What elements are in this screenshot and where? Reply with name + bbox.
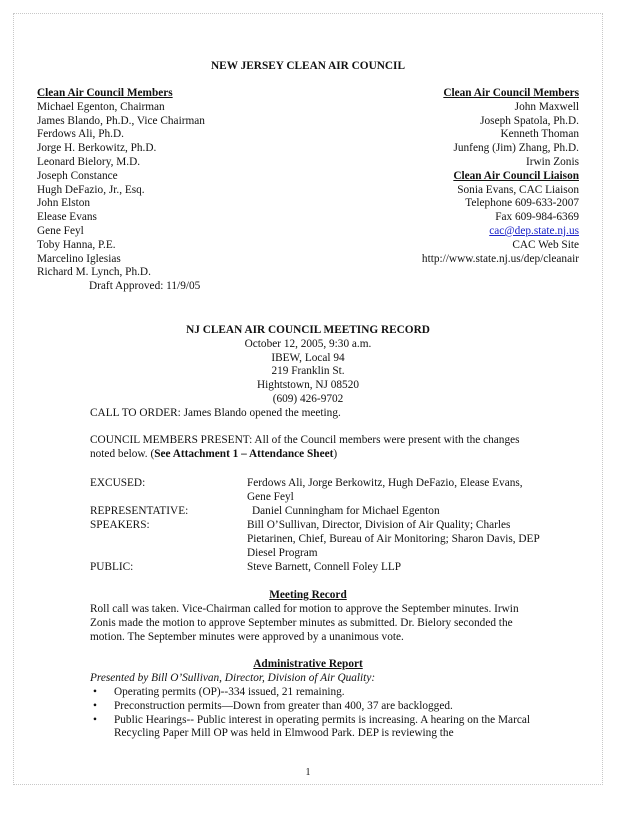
- members-present-close: ): [333, 447, 338, 460]
- call-to-order: CALL TO ORDER: James Blando opened the meeting.: [90, 407, 341, 419]
- document-page: [13, 13, 603, 785]
- member-name: Joseph Constance: [37, 169, 118, 182]
- liaison-header: Clean Air Council Liaison: [453, 169, 579, 182]
- meeting-phone: (609) 426-9702: [272, 392, 344, 405]
- web-site-label: CAC Web Site: [512, 238, 579, 251]
- members-right-header: Clean Air Council Members: [443, 87, 579, 99]
- speakers-label: SPEAKERS:: [90, 519, 150, 531]
- member-name: Joseph Spatola, Ph.D.: [480, 114, 579, 127]
- member-name: Michael Egenton, Chairman: [37, 100, 165, 113]
- member-name: John Elston: [37, 197, 91, 210]
- member-name: James Blando, Ph.D., Vice Chairman: [37, 114, 205, 127]
- speakers-value: Bill O’Sullivan, Director, Division of Air Quality; Charles Pietarinen, Chief, Bureau of Air Monitoring; Sharon Davis, DEP Diesel Program: [247, 519, 540, 559]
- member-name: Toby Hanna, P.E.: [37, 238, 116, 251]
- member-name: Ferdows Ali, Ph.D.: [37, 128, 124, 141]
- meeting-city: Hightstown, NJ 08520: [257, 379, 359, 392]
- liaison-email-link[interactable]: cac@dep.state.nj.us: [489, 224, 579, 237]
- member-name: Leonard Bielory, M.D.: [37, 155, 141, 168]
- list-item: [90, 714, 530, 742]
- list-item-text: Public Hearings-- Public interest in operating permits is increasing. A hearing on the Marcal Recycling Paper Mill OP was held in Elmwood Park. DEP is reviewing the: [114, 713, 530, 740]
- bullet-icon: •: [93, 713, 97, 726]
- member-name: Kenneth Thoman: [500, 128, 579, 141]
- liaison-name: Sonia Evans, CAC Liaison: [457, 183, 579, 196]
- liaison-fax: Fax 609-984-6369: [495, 211, 579, 224]
- meeting-header-block: [14, 324, 602, 407]
- public-label: PUBLIC:: [90, 561, 134, 573]
- members-present: [90, 434, 530, 462]
- member-name: Junfeng (Jim) Zhang, Ph.D.: [453, 142, 579, 155]
- attendance-sheet-reference: See Attachment 1 – Attendance Sheet: [154, 447, 334, 460]
- web-site-url: http://www.state.nj.us/dep/cleanair: [421, 252, 579, 265]
- draft-approved: Draft Approved: 11/9/05: [89, 280, 201, 293]
- representative-value: Daniel Cunningham for Michael Egenton: [252, 505, 440, 517]
- excused-value: Ferdows Ali, Jorge Berkowitz, Hugh DeFazio, Elease Evans, Gene Feyl: [247, 477, 523, 503]
- member-name: John Maxwell: [514, 100, 579, 113]
- member-name: Irwin Zonis: [525, 155, 579, 168]
- member-name: Jorge H. Berkowitz, Ph.D.: [37, 142, 157, 155]
- member-name: Elease Evans: [37, 211, 97, 224]
- list-item: [90, 700, 530, 714]
- bullet-icon: •: [93, 686, 97, 698]
- liaison-telephone: Telephone 609-633-2007: [465, 197, 579, 210]
- member-name: Hugh DeFazio, Jr., Esq.: [37, 183, 145, 196]
- meeting-street: 219 Franklin St.: [271, 365, 345, 378]
- list-item: [90, 686, 530, 700]
- page-number: 1: [305, 767, 311, 778]
- meeting-record-text: Roll call was taken. Vice-Chairman called for motion to approve the September minutes. Irwin Zonis made the motion to approve September minutes as submitted. Dr. Bielory seconded the motion. The September minutes were approved by a unanimous vote.: [90, 603, 519, 643]
- meeting-date: October 12, 2005, 9:30 a.m.: [244, 337, 372, 350]
- admin-report-heading: Administrative Report: [253, 658, 363, 670]
- members-right-column: [422, 87, 579, 266]
- excused-label: EXCUSED:: [90, 477, 146, 489]
- public-value: Steve Barnett, Connell Foley LLP: [247, 561, 402, 573]
- meeting-record-heading: Meeting Record: [269, 589, 347, 601]
- meeting-title: NJ CLEAN AIR COUNCIL MEETING RECORD: [186, 324, 430, 336]
- member-name: Marcelino Iglesias: [37, 252, 121, 265]
- list-item-text: Operating permits (OP)--334 issued, 21 remaining.: [114, 686, 345, 698]
- members-left-header: Clean Air Council Members: [37, 87, 173, 99]
- admin-report-presenter: Presented by Bill O’Sullivan, Director, Division of Air Quality:: [90, 672, 376, 684]
- member-name: Gene Feyl: [37, 224, 84, 237]
- document-title: NEW JERSEY CLEAN AIR COUNCIL: [211, 60, 405, 72]
- representative-label: REPRESENTATIVE:: [90, 505, 189, 517]
- list-item-text: Preconstruction permits—Down from greater than 400, 37 are backlogged.: [114, 699, 453, 712]
- members-present-text: COUNCIL MEMBERS PRESENT: All of the Council members were present with the changes noted below. (: [90, 434, 520, 460]
- members-left-column: [37, 87, 205, 294]
- admin-report-bullets: [90, 686, 530, 741]
- member-name: Richard M. Lynch, Ph.D.: [37, 266, 151, 279]
- bullet-icon: •: [93, 699, 97, 712]
- meeting-venue: IBEW, Local 94: [271, 351, 345, 364]
